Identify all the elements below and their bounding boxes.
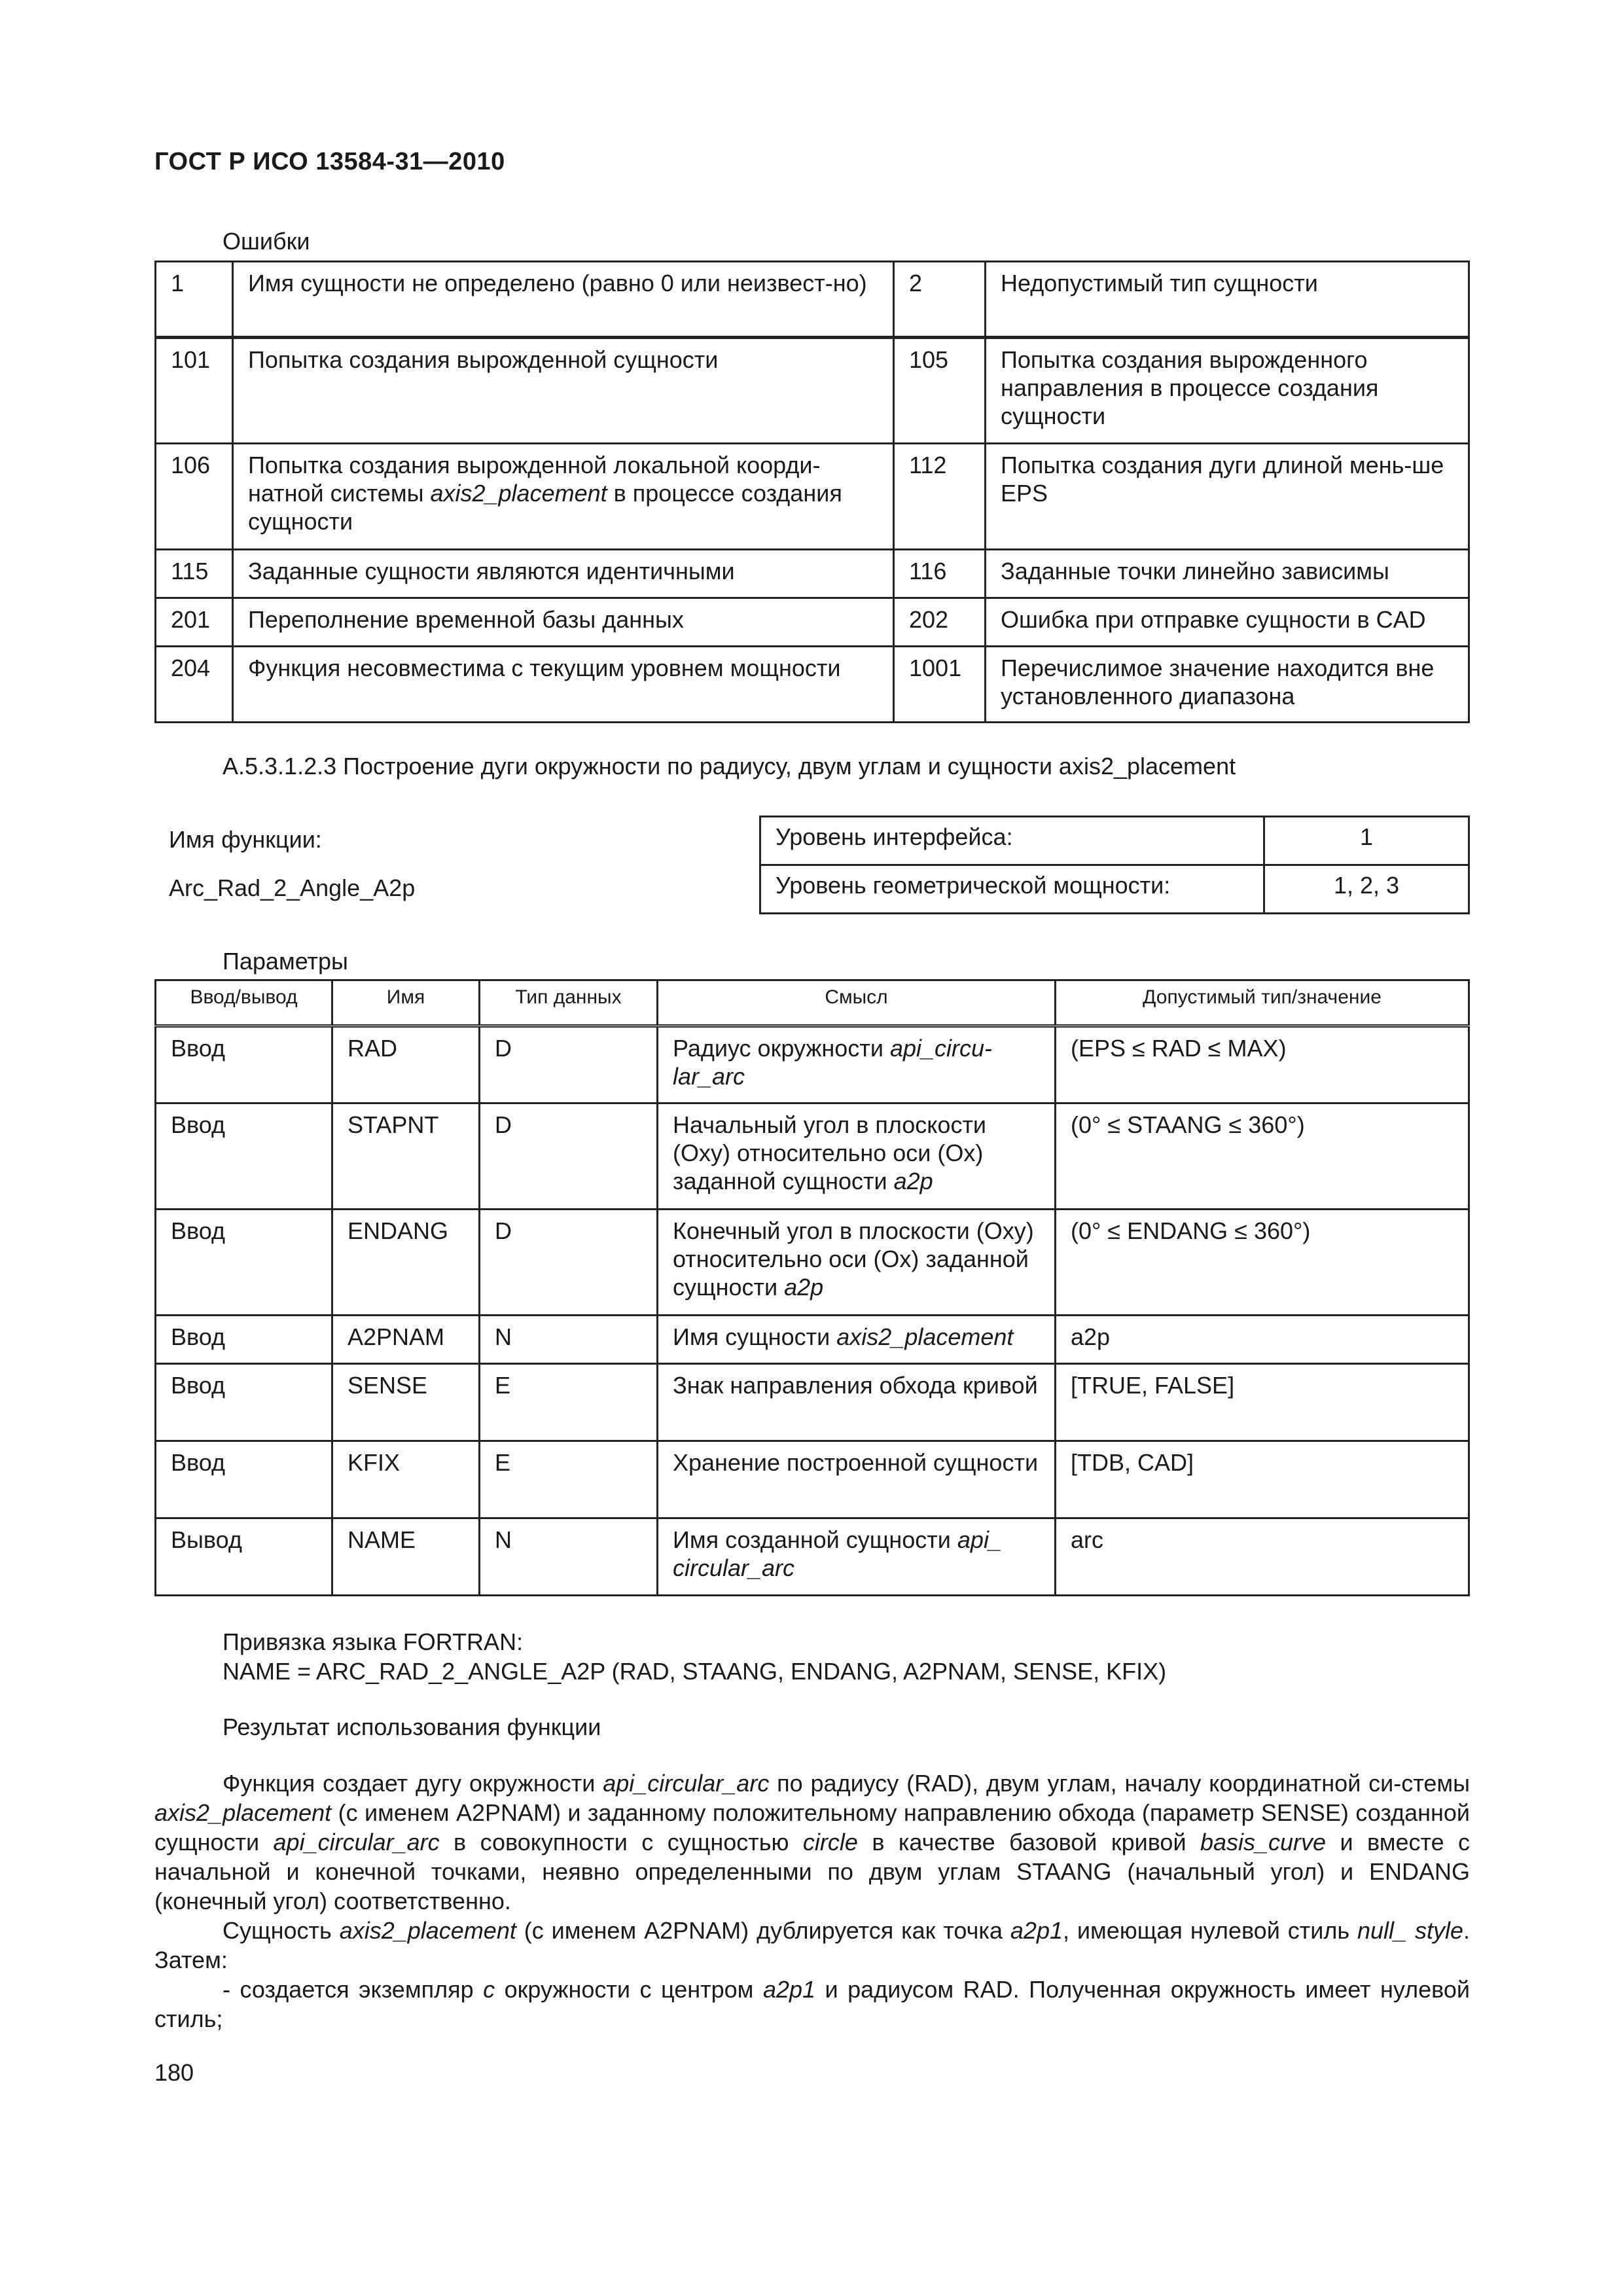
level-value: 1, 2, 3 [1264,865,1469,914]
param-meaning: Конечный угол в плоскости (Oxy) относительно оси (Ox) заданной сущности a2p [658,1210,1056,1316]
column-header: Допустимый тип/значение [1056,980,1469,1026]
error-message: Попытка создания вырожденной сущности [233,338,894,444]
result-paragraph-1: Функция создает дугу окружности api_circular_arc по радиусу (RAD), двум углам, началу координатной си-стемы axis2_placement (с именем A2PNAM) и заданному положительному направлению обхода (параметр SENSE) созданной сущности api_circular_arc в совокупности с сущностью circle в качестве базовой кривой basis_curve и вместе с начальной и конечной точками, неявно определенными по двум углам STAANG (начальный угол) и ENDANG (конечный угол) соответственно. [154,1770,1470,1914]
error-code: 112 [894,444,986,550]
table-row [156,1026,1469,1103]
error-code: 2 [894,262,986,338]
table-row [156,1364,1469,1441]
error-message: Попытка создания вырожденного направления в процессе создания сущности [986,338,1469,444]
table-row [156,444,1469,550]
param-type: N [480,1518,658,1596]
param-name: ENDANG [332,1210,480,1316]
error-message: Попытка создания дуги длиной мень-ше EPS [986,444,1469,550]
param-meaning: Радиус окружности api_circu-lar_arc [658,1026,1056,1103]
table-row [156,1518,1469,1596]
error-message: Ошибка при отправке сущности в CAD [986,598,1469,647]
param-value: [TDB, CAD] [1056,1441,1469,1518]
error-message: Заданные точки линейно зависимы [986,550,1469,598]
errors-caption: Ошибки [223,228,310,255]
column-header: Имя [332,980,480,1026]
error-code: 115 [156,550,233,598]
error-message: Имя сущности не определено (равно 0 или неизвест-но) [233,262,894,338]
binding-code: NAME = ARC_RAD_2_ANGLE_A2P (RAD, STAANG, ENDANG, A2PNAM, SENSE, KFIX) [223,1658,1167,1685]
param-name: STAPNT [332,1103,480,1210]
error-message: Заданные сущности являются идентичными [233,550,894,598]
error-code: 202 [894,598,986,647]
table-row [760,865,1469,914]
error-message: Переполнение временной базы данных [233,598,894,647]
param-value: (EPS ≤ RAD ≤ MAX) [1056,1026,1469,1103]
binding-label: Привязка языка FORTRAN: [223,1628,524,1655]
param-meaning: Имя сущности axis2_placement [658,1316,1056,1364]
function-name-value: Arc_Rad_2_Angle_A2p [169,874,416,901]
param-type: E [480,1364,658,1441]
column-header: Тип данных [480,980,658,1026]
error-code: 101 [156,338,233,444]
column-header: Ввод/вывод [156,980,332,1026]
table-row [760,817,1469,865]
param-name: SENSE [332,1364,480,1441]
param-name: NAME [332,1518,480,1596]
table-row [156,550,1469,598]
result-heading: Результат использования функции [223,1713,601,1740]
param-io: Ввод [156,1026,332,1103]
param-meaning: Имя созданной сущности api_ circular_arc [658,1518,1056,1596]
params-caption: Параметры [223,948,348,975]
param-type: D [480,1210,658,1316]
page-number: 180 [154,2059,194,2086]
table-row [156,262,1469,338]
params-table [154,979,1470,1596]
column-header: Смысл [658,980,1056,1026]
levels-table [759,816,1470,914]
param-name: KFIX [332,1441,480,1518]
param-name: A2PNAM [332,1316,480,1364]
param-io: Ввод [156,1103,332,1210]
param-io: Ввод [156,1210,332,1316]
param-type: D [480,1026,658,1103]
param-name: RAD [332,1026,480,1103]
param-type: E [480,1441,658,1518]
table-row [156,1210,1469,1316]
error-code: 106 [156,444,233,550]
table-row [156,647,1469,723]
param-type: D [480,1103,658,1210]
result-paragraph-3: - создается экземпляр c окружности с центром a2p1 и радиусом RAD. Полученная окружность имеет нулевой стиль; [154,1976,1471,2032]
param-io: Ввод [156,1364,332,1441]
table-row [156,1103,1469,1210]
table-row [156,1316,1469,1364]
error-message: Недопустимый тип сущности [986,262,1469,338]
table-header-row [156,980,1469,1026]
param-value: (0° ≤ STAANG ≤ 360°) [1056,1103,1469,1210]
error-message: Функция несовместима с текущим уровнем мощности [233,647,894,723]
param-meaning: Хранение построенной сущности [658,1441,1056,1518]
error-code: 204 [156,647,233,723]
result-paragraph-2: Сущность axis2_placement (с именем A2PNAM) дублируется как точка a2p1, имеющая нулевой стиль null_ style. Затем: [154,1917,1471,1973]
error-code: 116 [894,550,986,598]
param-io: Ввод [156,1316,332,1364]
error-message: Попытка создания вырожденной локальной коорди-натной системы axis2_placement в процессе создания сущности [233,444,894,550]
fortran-binding [223,1627,1166,1686]
table-row [156,1441,1469,1518]
level-value: 1 [1264,817,1469,865]
param-value: (0° ≤ ENDANG ≤ 360°) [1056,1210,1469,1316]
section-heading: А.5.3.1.2.3 Построение дуги окружности по радиусу, двум углам и сущности axis2_placement [223,753,1236,780]
document-header: ГОСТ Р ИСО 13584-31—2010 [154,148,505,175]
param-io: Вывод [156,1518,332,1596]
level-label: Уровень геометрической мощности: [760,865,1264,914]
error-code: 1001 [894,647,986,723]
param-meaning: Знак направления обхода кривой [658,1364,1056,1441]
level-label: Уровень интерфейса: [760,817,1264,865]
param-type: N [480,1316,658,1364]
param-value: arc [1056,1518,1469,1596]
param-meaning: Начальный угол в плоскости (Oxy) относительно оси (Ox) заданной сущности a2p [658,1103,1056,1210]
table-row [156,338,1469,444]
error-message: Перечислимое значение находится вне установленного диапазона [986,647,1469,723]
error-code: 201 [156,598,233,647]
error-code: 105 [894,338,986,444]
param-value: a2p [1056,1316,1469,1364]
param-io: Ввод [156,1441,332,1518]
table-row [156,598,1469,647]
function-name-label: Имя функции: [169,826,322,853]
error-code: 1 [156,262,233,338]
param-value: [TRUE, FALSE] [1056,1364,1469,1441]
errors-table [154,260,1470,723]
